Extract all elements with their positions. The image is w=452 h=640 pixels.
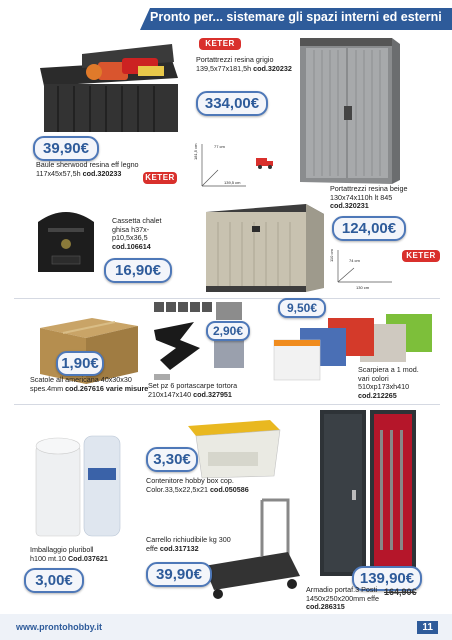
scatole-code: cod.267616 varie misure (65, 383, 149, 393)
dim-height-label: 110 cm (329, 249, 334, 262)
portattrezzi-beige-size: 130x74x110h lt 845 (330, 192, 393, 202)
website-link[interactable]: www.prontohobby.it (16, 622, 102, 632)
hand-cart-image (196, 496, 306, 604)
page-footer (0, 614, 452, 640)
portattrezzi-beige-description (330, 185, 440, 211)
page-header (0, 0, 452, 33)
contenitore-code: cod.050586 (209, 484, 249, 494)
cassetta-size-2: p10,5x36,5 (112, 233, 148, 243)
portattrezzi-grigio-size: 139,5x77x181,5h (196, 63, 252, 73)
storage-container-image (178, 412, 284, 480)
baule-code: cod.320233 (82, 168, 122, 178)
divider (14, 298, 440, 299)
armadio-price: 139,90€ (352, 566, 422, 591)
cassetta-code: cod.106614 (112, 241, 151, 251)
cassetta-name: Cassetta chalet (112, 216, 162, 225)
dim-width-label: 130 cm (356, 285, 370, 290)
dim-height-label: 181,5 cm (193, 143, 198, 160)
portascarpe-name: Set pz 6 portascarpe tortora (148, 381, 238, 390)
portattrezzi-grigio-code: cod.320232 (253, 63, 292, 73)
scatole-name: Scatole all americana 40x30x30 (30, 375, 132, 384)
portascarpe-price: 2,90€ (206, 321, 250, 341)
scatole-size: spes.4mm (30, 383, 64, 393)
keter-logo: KETER (402, 250, 440, 262)
gun-cabinet-image (314, 406, 422, 578)
baule-size: 117x45x57,5h (36, 168, 81, 178)
scatole-price: 1,90€ (56, 351, 104, 376)
cassetta-price: 16,90€ (104, 258, 172, 283)
portascarpe-code: cod.327951 (193, 389, 232, 399)
shoe-rack-image (150, 300, 250, 384)
baule-description (36, 161, 146, 178)
mailbox-image (34, 200, 98, 276)
carrello-name: Carrello richiudibile kg 300 (146, 535, 231, 544)
dim-depth-label: 77 cm (214, 144, 225, 149)
imballaggio-size: h100 mt.10 (30, 553, 66, 563)
cassetta-description (112, 217, 184, 251)
scarpiera-price: 9,50€ (278, 298, 326, 318)
carrello-brand: effe (146, 543, 158, 553)
portascarpe-size: 210x147x140 (148, 389, 192, 399)
carrello-code: cod.317132 (159, 543, 199, 553)
small-shed-image (196, 198, 328, 296)
contenitore-price: 3,30€ (146, 447, 198, 472)
imballaggio-name: Imballaggio pluriboll (30, 545, 94, 554)
storage-chest-image (22, 40, 182, 140)
scarpiera-code: cod.212265 (358, 390, 397, 400)
scarpiera-colors: vari colori (358, 373, 389, 383)
page-title: Pronto per... sistemare gli spazi interni ed esterni (150, 10, 442, 24)
keter-logo: KETER (143, 172, 177, 184)
cassetta-size: ghisa h37x- (112, 224, 150, 234)
imballaggio-description (30, 546, 120, 563)
contenitore-description (146, 477, 276, 494)
contenitore-name: Contenitore hobby box cop. (146, 476, 234, 485)
scarpiera-name: Scarpiera a 1 mod. (358, 365, 419, 374)
imballaggio-price: 3,00€ (24, 568, 84, 593)
imballaggio-code: Cod.037621 (67, 553, 108, 563)
portattrezzi-beige-price: 124,00€ (332, 216, 406, 241)
truck-icon (256, 156, 274, 170)
armadio-old-price: 164,90€ (384, 587, 417, 597)
portattrezzi-beige-name: Portattrezzi resina beige (330, 184, 408, 193)
page-number: 11 (417, 621, 438, 634)
scarpiera-description (358, 366, 442, 400)
scatole-description (30, 376, 150, 393)
portattrezzi-grigio-name: Portattrezzi resina grigio (196, 55, 274, 64)
bubble-wrap-image (28, 428, 124, 540)
scarpiera-size: 510xp173xh410 (358, 382, 410, 392)
contenitore-size: Color.33,5x22,5x21 (146, 484, 208, 494)
dim-depth-label: 74 cm (349, 258, 360, 263)
baule-price: 39,90€ (33, 136, 99, 161)
dim-width-label: 139,5 cm (224, 180, 241, 185)
armadio-size: 1450x250x200mm effe (306, 593, 379, 603)
armadio-name: Armadio portaf.3 Posti (306, 585, 378, 594)
armadio-code: cod.286315 (306, 602, 345, 612)
baule-name: Baule sherwood resina eff legno (36, 160, 139, 169)
dimension-diagram (332, 246, 396, 286)
divider (14, 404, 440, 405)
keter-logo: KETER (199, 38, 241, 50)
carrello-price: 39,90€ (146, 562, 212, 587)
portattrezzi-grigio-price: 334,00€ (196, 91, 268, 116)
tall-shed-image (292, 36, 404, 186)
portattrezzi-beige-code: cod.320231 (330, 201, 369, 211)
portascarpe-description (148, 382, 258, 399)
